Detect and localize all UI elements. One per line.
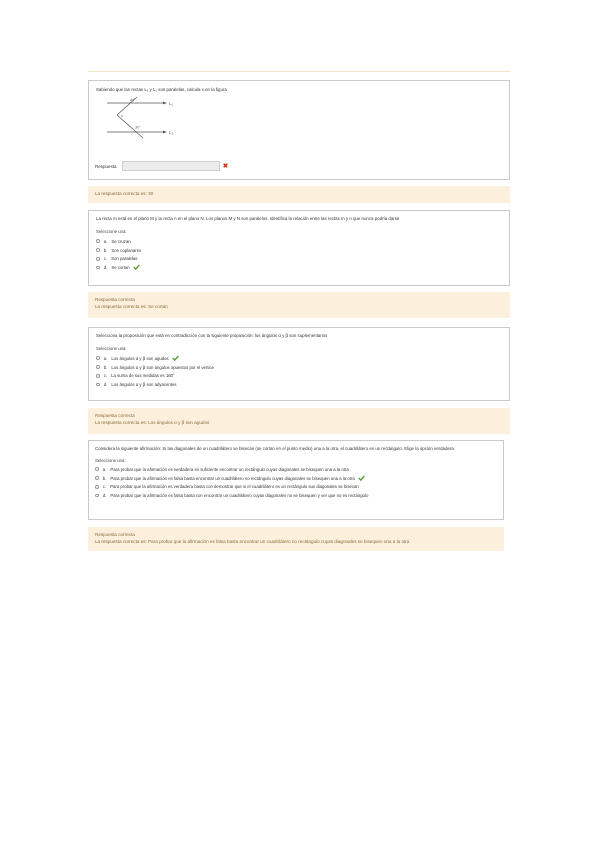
radio-button[interactable] — [96, 266, 100, 270]
checkmark-icon — [358, 475, 365, 481]
radio-button[interactable] — [96, 248, 100, 252]
question-2-select-label: Seleccione una: — [96, 229, 127, 234]
question-2-text: La recta m está en el plano M y la recta n en el plano N. Los planos M y N son paralelos. Identifica la relación entre las rectas m y n que nunca podría darse — [96, 216, 400, 221]
q4-option-c[interactable]: c. Para probar que la afirmación es verdadera basta con demostrar que si el cuadrilátero es un rectángulo sus diagonales se bisecan — [95, 482, 497, 491]
parallel-lines-figure — [103, 93, 183, 139]
q2-option-d[interactable]: d. Se cortan — [96, 263, 502, 272]
answer-label: Respuesta — [95, 163, 117, 169]
figure-angle-bottom: 3x° — [135, 125, 141, 130]
feedback-3-line1: Respuesta correcta — [95, 413, 135, 418]
figure-label-l2: L₂ — [169, 130, 174, 135]
feedback-2 — [88, 292, 510, 318]
q3-option-b[interactable]: b. Los ángulos α y β son ángulos opuestos por el vértice — [96, 363, 502, 372]
q2-option-b[interactable]: b. Son coplanares — [96, 246, 502, 255]
radio-button[interactable] — [96, 356, 100, 360]
feedback-2-line2: La respuesta correcta es: Se cortan — [95, 303, 168, 309]
radio-button[interactable] — [95, 467, 99, 471]
radio-button[interactable] — [96, 239, 100, 243]
figure-label-l1: L₁ — [169, 101, 174, 106]
question-2 — [88, 210, 510, 286]
radio-button[interactable] — [96, 257, 100, 261]
q3-option-a[interactable]: a. Los ángulos α y β son agudos — [96, 354, 502, 363]
cross-icon: ✖ — [222, 162, 229, 170]
radio-button[interactable] — [95, 476, 99, 480]
feedback-1 — [88, 186, 510, 203]
question-1 — [88, 80, 510, 180]
checkmark-icon — [133, 264, 140, 270]
q3-option-d[interactable]: d. Los ángulos α y β son adyacentes — [96, 380, 502, 389]
answer-input[interactable] — [122, 161, 220, 171]
radio-button[interactable] — [96, 365, 100, 369]
checkmark-icon — [172, 355, 179, 361]
question-4-select-label: Seleccione una: — [95, 458, 126, 463]
radio-button[interactable] — [96, 374, 100, 378]
question-3 — [88, 327, 510, 401]
question-4 — [88, 440, 504, 520]
feedback-2-line1: Respuesta correcta — [95, 297, 135, 302]
feedback-3-line2: La respuesta correcta es: Los ángulos α y β son agudos — [95, 419, 210, 425]
feedback-3 — [88, 408, 510, 434]
feedback-4-line1: Respuesta correcta — [95, 532, 135, 537]
q2-option-c[interactable]: c. Son paralelas — [96, 254, 502, 263]
q4-option-a[interactable]: a. Para probar que la afirmación es verdadera es suficiente encontrar un rectángulo cuyas diagonales se bisequen una a la otra — [95, 465, 497, 474]
feedback-4 — [88, 527, 504, 551]
q4-option-d[interactable]: d. Para probar que la afirmación es falsa basta con encontrar un cuadrilátero cuyas diagonales no se bisequen y ver que no es rectángulo — [95, 491, 497, 500]
figure-angle-x: x — [121, 114, 123, 118]
feedback-1-line1: La respuesta correcta es: 30 — [95, 191, 154, 196]
question-3-select-label: Seleccione una: — [96, 346, 127, 351]
question-4-text: Considera la siguiente afirmación: Si las diagonales de un cuadrilátero se bisecan (se cortan en el punto medio) una a la otra, el cuadrilátero es un rectángulo. Elige la opción verdadera — [95, 446, 454, 451]
q3-option-c[interactable]: c. La suma de sus medidas es 180° — [96, 371, 502, 380]
q4-option-b[interactable]: b. Para probar que la afirmación es falsa basta encontrar un cuadrilátero no rectángulo cuyas diagonales se bisequen una a la otra — [95, 474, 497, 483]
question-1-text: Sabiendo que las rectas L₁ y L₂ son paralelas, calcula x en la figura — [96, 87, 227, 92]
question-3-text: Selecciona la proposición que está en contradicción con la siguiente proposición: los ángulos α y β son suplementarios — [96, 333, 328, 338]
answer-row — [95, 161, 228, 171]
feedback-4-line2: La respuesta correcta es: Para probar que la afirmación es falsa basta encontrar un cuadrilátero no rectángulo cuyas diagonales se bisequen una a la otra — [95, 538, 410, 544]
top-divider — [88, 71, 510, 72]
radio-button[interactable] — [96, 383, 100, 387]
radio-button[interactable] — [95, 485, 99, 489]
figure-angle-top: 4x° — [130, 98, 136, 102]
radio-button[interactable] — [95, 494, 99, 498]
q2-option-a[interactable]: a. Se cruzan — [96, 237, 502, 246]
